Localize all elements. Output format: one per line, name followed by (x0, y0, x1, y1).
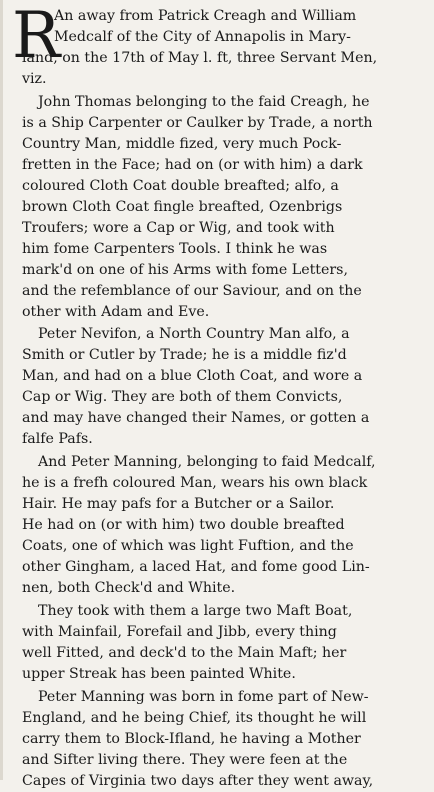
ad-line: land, on the 17th of May l. ft, three Servant Men, (22, 50, 378, 66)
ad-line: Troufers; wore a Cap or Wig, and took with (22, 220, 335, 236)
ad-line: Man, and had on a blue Cloth Coat, and wore a (22, 368, 363, 384)
ad-line: He had on (or with him) two double breafted (22, 517, 345, 533)
ad-line: is a Ship Carpenter or Caulker by Trade, a north (22, 115, 373, 131)
drop-cap-letter: R (12, 0, 61, 73)
ad-line: Capes of Virginia two days after they went away, (22, 773, 374, 789)
ad-line: Country Man, middle fized, very much Pock- (22, 136, 342, 152)
ad-line: and the refemblance of our Saviour, and on the (22, 283, 362, 299)
ad-line: fretten in the Face; had on (or with him) a dark (22, 157, 363, 173)
ad-line: carry them to Block-Ifland, he having a Mother (22, 731, 361, 747)
ad-line: Peter Nevifon, a North Country Man alfo, a (38, 326, 350, 342)
ad-line: Hair. He may pafs for a Butcher or a Sailor. (22, 496, 335, 512)
ad-line: England, and he being Chief, its thought he will (22, 710, 367, 726)
ad-line: nen, both Check'd and White. (22, 580, 236, 596)
ad-line: with Mainfail, Forefail and Jibb, every thing (22, 624, 337, 640)
page-edge-shadow (0, 0, 3, 780)
ad-line: him fome Carpenters Tools. I think he was (22, 241, 328, 257)
ad-line: Peter Manning was born in fome part of New- (38, 689, 369, 705)
ad-line: Cap or Wig. They are both of them Convicts, (22, 389, 343, 405)
ad-line: falfe Pafs. (22, 431, 93, 447)
ad-line: and may have changed their Names, or gotten a (22, 410, 370, 426)
ad-line: other Gingham, a laced Hat, and fome good Lin- (22, 559, 370, 575)
ad-line: viz. (22, 71, 47, 87)
ad-line: And Peter Manning, belonging to faid Medcalf, (38, 454, 376, 470)
ad-line: and Sifter living there. They were feen at the (22, 752, 348, 768)
ad-line: mark'd on one of his Arms with fome Letters, (22, 262, 348, 278)
ad-line: upper Streak has been painted White. (22, 666, 296, 682)
ad-line: coloured Cloth Coat double breafted; alfo, a (22, 178, 339, 194)
ad-line: Coats, one of which was light Fuftion, and the (22, 538, 354, 554)
newspaper-advertisement (8, 0, 426, 789)
ad-line: well Fitted, and deck'd to the Main Maft; her (22, 645, 347, 661)
ad-line: brown Cloth Coat fingle breafted, Ozenbrigs (22, 199, 343, 215)
ad-line: Medcalf of the City of Annapolis in Mary- (54, 29, 351, 45)
ad-line: he is a frefh coloured Man, wears his own black (22, 475, 368, 491)
ad-line: other with Adam and Eve. (22, 304, 210, 320)
ad-line: John Thomas belonging to the faid Creagh, he (38, 94, 370, 110)
ad-line: Smith or Cutler by Trade; he is a middle fiz'd (22, 347, 347, 363)
ad-line: They took with them a large two Maft Boat, (38, 603, 353, 619)
ad-line: An away from Patrick Creagh and William (54, 8, 357, 24)
